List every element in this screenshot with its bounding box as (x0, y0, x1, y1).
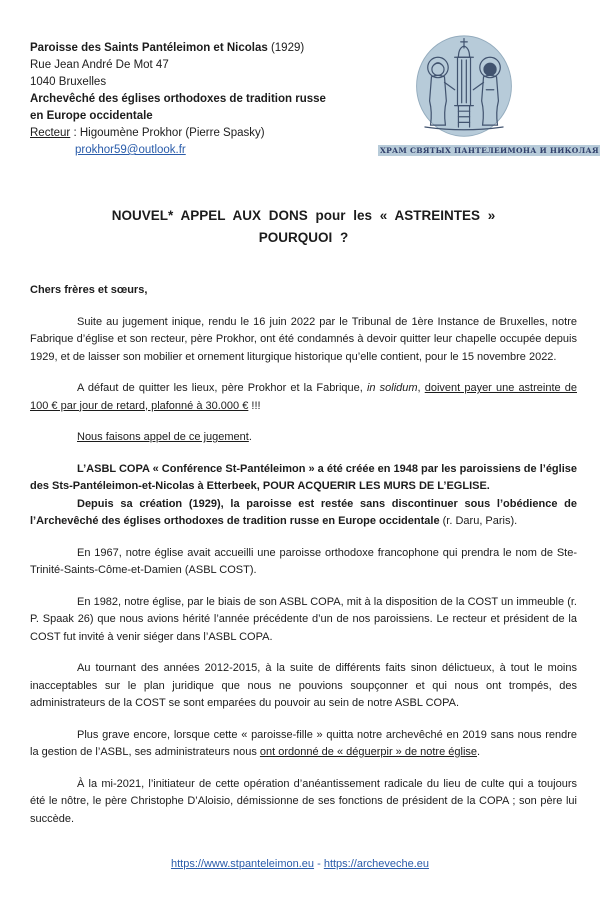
rector-value: : Higoumène Prokhor (Pierre Spasky) (70, 127, 265, 139)
paragraph-asbl-copa: L’ASBL COPA « Conférence St-Pantéleimon » a été créée en 1948 par les paroissiens de l’église des Sts-Pantéleimon-et-Nicolas à Etterbeek, POUR ACQUERIR LES MURS DE L’EGLISE. (30, 462, 577, 492)
appeal-title (30, 205, 577, 249)
salutation: Chers frères et sœurs, (30, 284, 148, 296)
archdiocese-line-1: Archevêché des églises orthodoxes de tradition russe (30, 93, 326, 105)
paragraph-2019 (30, 727, 577, 762)
paragraph-astreinte-exclaim: !!! (248, 399, 261, 412)
address-line-2: 1040 Bruxelles (30, 76, 107, 88)
paragraph-1982: En 1982, notre église, par le biais de son ASBL COPA, mit à la disposition de la COST un immeuble (r. P. Spaak 26) que nous avions hérité l’année précédente d’un de nos paroissiens. Le recteur et président de la COST fut invité à venir siéger dans l’ASBL COPA. (30, 595, 577, 643)
org-founding-year: (1929) (267, 42, 305, 54)
saints-and-church-illustration (408, 34, 520, 140)
org-name-line (30, 40, 390, 57)
paragraph-2021: À la mi-2021, l’initiateur de cette opération d’anéantissement radicale du lieu de culte qui a toujours été le nôtre, le père Christophe D’Aloisio, démissionne de ses fonctions de président de la COPA ; son père lui succède. (30, 777, 577, 825)
paragraph-obedience (30, 496, 577, 531)
archdiocese-line-2: en Europe occidentale (30, 110, 153, 122)
paragraph-appeal-text: Nous faisons appel de ce jugement (77, 431, 249, 443)
footer-separator: - (314, 858, 324, 870)
paragraph-astreinte-comma: , (417, 382, 425, 394)
parish-seal (378, 34, 599, 158)
paragraph-astreinte-penalty: doivent payer une astreinte de 100 € par jour de retard, plafonné à 30.000 € (30, 382, 577, 412)
paragraph-astreinte-text: A défaut de quitter les lieux, père Prokhor et la Fabrique, (77, 382, 367, 394)
paragraph-astreinte (30, 380, 577, 415)
paragraph-astreinte-latin: in solidum (366, 382, 418, 394)
footer-link-stpanteleimon[interactable]: https://www.stpanteleimon.eu (170, 858, 315, 870)
appeal-title-line-2: POURQUOI ? (258, 230, 349, 245)
email-link[interactable]: prokhor59@outlook.fr (75, 144, 186, 156)
footer-link-archeveche[interactable]: https://archeveche.eu (323, 858, 430, 870)
paragraph-appeal-period: . (248, 431, 252, 443)
paragraph-2019-text: Plus grave encore, lorsque cette « paroisse-fille » quitta notre archevêché en 2019 sans nous rendre la gestion de l’ASBL, ses administrateurs nous (30, 728, 577, 758)
paragraph-2019-period: . (477, 746, 481, 758)
paragraph-1967: En 1967, notre église avait accueilli une paroisse orthodoxe francophone qui prendra le nom de Ste-Trinité-Saints-Côme-et-Damien (ASBL COST). (30, 546, 577, 576)
address-line-1: Rue Jean André De Mot 47 (30, 59, 169, 71)
paragraph-2012-2015: Au tournant des années 2012-2015, à la suite de différents faits sinon délictueux, à tout le moins inacceptables sur le plan juridique que nous ne pouvions soupçonner et qui nous ont trompés, des administrateurs de la COST se sont emparées du pouvoir au sein de notre ASBL COPA. (30, 662, 577, 709)
paragraph-appeal (30, 429, 577, 447)
letterhead (30, 40, 390, 159)
letter-body (30, 282, 577, 828)
paragraph-judgment: Suite au jugement inique, rendu le 16 juin 2022 par le Tribunal de 1ère Instance de Bruxelles, notre Fabrique d’église et son recteur, père Prokhor, ont été condamnés à devoir quitter leur chapelle occupée depuis 1929, et de laisser son mobilier et ornement liturgique historique qu’elle contient, pour le 15 novembre 2022. (30, 315, 577, 363)
appeal-title-line-1: NOUVEL* APPEL AUX DONS pour les « ASTREINTES » (111, 208, 496, 223)
org-name: Paroisse des Saints Pantéleimon et Nicolas (30, 42, 268, 54)
footer-links (0, 858, 600, 870)
seal-caption: ХРАМ СВЯТЫХ ПАНТЕЛЕИМОНА И НИКОЛАЯ (380, 146, 599, 155)
paragraph-obedience-daru: (r. Daru, Paris). (442, 515, 518, 527)
email-line (30, 142, 390, 159)
paragraph-2019-order: ont ordonné de « déguerpir » de notre église (259, 746, 478, 758)
rector-label: Recteur (30, 127, 71, 139)
rector-line (30, 125, 390, 142)
paragraph-obedience-text: Depuis sa création (1929), la paroisse est restée sans discontinuer sous l’obédience de l’Archevêché des églises orthodoxes de tradition russe en Europe occidentale (30, 497, 577, 527)
